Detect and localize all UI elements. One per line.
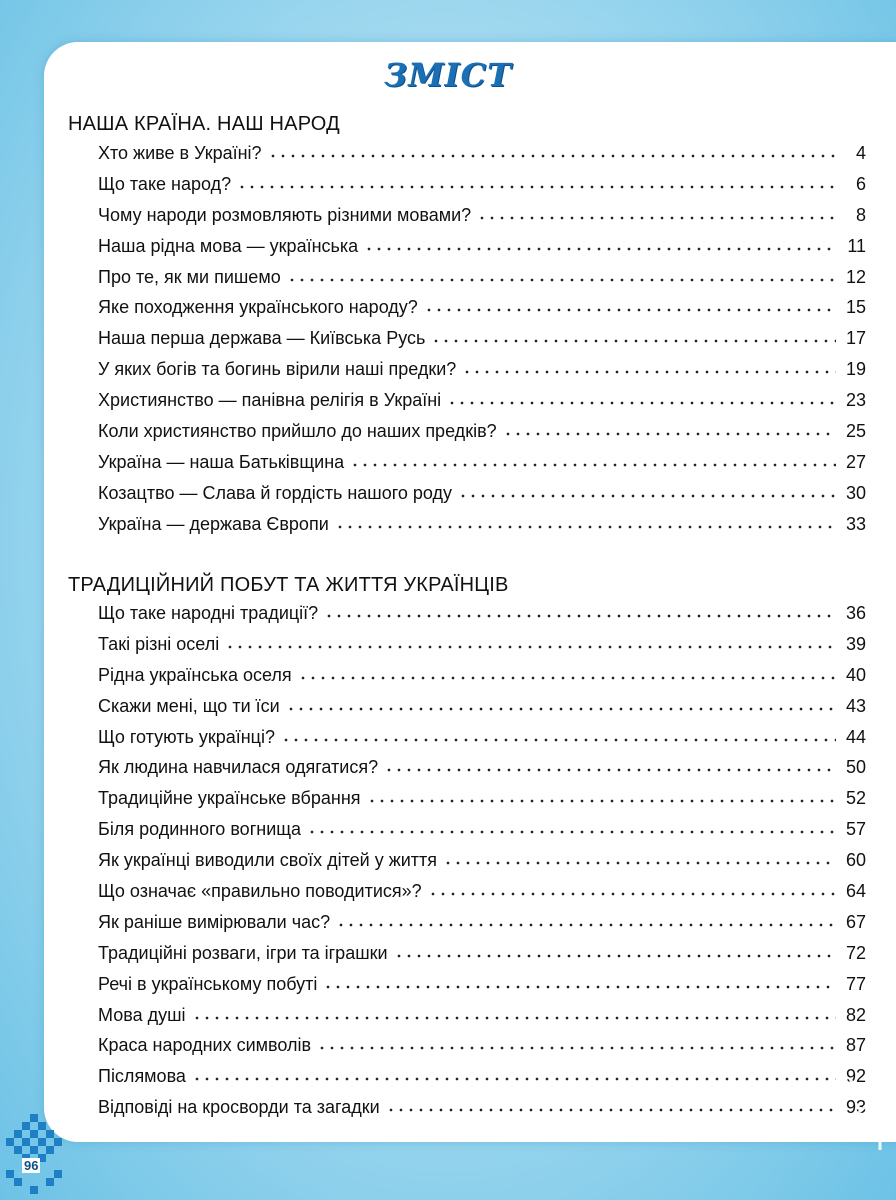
dot-leader bbox=[394, 947, 836, 959]
toc-entry-page: 6 bbox=[855, 173, 866, 194]
toc-entry-page: 30 bbox=[845, 482, 866, 503]
toc-entry bbox=[98, 359, 866, 390]
toc-entry bbox=[98, 850, 866, 881]
toc-entry-page: 40 bbox=[845, 664, 866, 685]
toc-entry-page: 82 bbox=[845, 1004, 866, 1025]
toc-entry-title: Що таке народні традиції? bbox=[98, 603, 319, 623]
toc-entry bbox=[98, 452, 866, 483]
toc-entry-page: 60 bbox=[845, 850, 866, 871]
dot-leader bbox=[443, 854, 836, 866]
toc-entry-title: Біля родинного вогнища bbox=[98, 819, 302, 840]
section-heading-2: ТРАДИЦІЙНИЙ ПОБУТ ТА ЖИТТЯ УКРАЇНЦІВ bbox=[68, 574, 509, 596]
dot-leader bbox=[323, 978, 836, 990]
dot-leader bbox=[335, 518, 836, 530]
toc-entry-page: 27 bbox=[845, 451, 866, 472]
dot-leader bbox=[268, 147, 836, 159]
toc-entry-title: Традиційні розваги, ігри та іграшки bbox=[98, 942, 388, 963]
toc-entry-title: Що означає «правильно поводитися»? bbox=[98, 881, 422, 902]
toc-entry-title: Такі різні оселі bbox=[98, 633, 220, 654]
toc-list-2 bbox=[98, 603, 866, 1128]
toc-entry bbox=[98, 634, 866, 665]
toc-entry-page: 12 bbox=[845, 266, 866, 287]
toc-entry-title: Мова душі bbox=[98, 1004, 186, 1025]
toc-entry-page: 4 bbox=[855, 143, 866, 163]
dot-leader bbox=[477, 209, 836, 221]
toc-entry-title: Скажи мені, що ти їси bbox=[98, 695, 280, 716]
toc-entry-title: Україна — наша Батьківщина bbox=[98, 451, 345, 472]
toc-entry-page: 19 bbox=[845, 359, 866, 380]
toc-entry-page: 33 bbox=[845, 513, 866, 534]
toc-entry bbox=[98, 696, 866, 727]
dot-leader bbox=[458, 487, 836, 499]
toc-entry bbox=[98, 727, 866, 758]
toc-entry-title: Як українці виводили своїх дітей у життя bbox=[98, 850, 438, 871]
dot-leader bbox=[225, 638, 836, 650]
toc-entry-title: Традиційне українське вбрання bbox=[98, 788, 361, 809]
toc-entry bbox=[98, 236, 866, 267]
toc-entry-title: Християнство — панівна релігія в Україні bbox=[98, 390, 442, 411]
snowflake-decoration-icon bbox=[840, 1040, 896, 1160]
dot-leader bbox=[428, 885, 836, 897]
toc-entry-title: Рідна українська оселя bbox=[98, 664, 292, 685]
dot-leader bbox=[424, 301, 836, 313]
toc-entry bbox=[98, 390, 866, 421]
dot-leader bbox=[287, 271, 836, 283]
toc-entry bbox=[98, 757, 866, 788]
toc-entry-title: Як раніше вимірювали час? bbox=[98, 911, 331, 932]
toc-entry bbox=[98, 881, 866, 912]
toc-entry bbox=[98, 205, 866, 236]
toc-entry-title: Як людина навчилася одягатися? bbox=[98, 757, 379, 778]
toc-entry-title: Хто живе в Україні? bbox=[98, 143, 262, 163]
dot-leader bbox=[386, 1101, 836, 1113]
dot-leader bbox=[192, 1009, 836, 1021]
toc-entry-page: 93 bbox=[845, 1097, 866, 1118]
toc-entry-title: Відповіді на кросворди та загадки bbox=[98, 1097, 380, 1118]
toc-entry bbox=[98, 1066, 866, 1097]
section-heading-1: НАША КРАЇНА. НАШ НАРОД bbox=[68, 113, 340, 135]
toc-entry bbox=[98, 328, 866, 359]
toc-entry bbox=[98, 943, 866, 974]
toc-entry bbox=[98, 267, 866, 298]
dot-leader bbox=[336, 916, 836, 928]
toc-entry-page: 92 bbox=[845, 1066, 866, 1087]
dot-leader bbox=[317, 1039, 836, 1051]
toc-entry bbox=[98, 143, 866, 174]
toc-entry bbox=[98, 1097, 866, 1128]
toc-entry bbox=[98, 174, 866, 205]
toc-entry-title: Наша перша держава — Київська Русь bbox=[98, 328, 426, 349]
page-number: 96 bbox=[24, 1158, 39, 1173]
embroidery-ornament-icon bbox=[0, 1108, 70, 1200]
toc-entry-title: Козацтво — Слава й гордість нашого роду bbox=[98, 482, 453, 503]
toc-entry-page: 15 bbox=[845, 297, 866, 318]
dot-leader bbox=[281, 731, 836, 743]
toc-entry-title: Коли християнство прийшло до наших предків? bbox=[98, 421, 497, 442]
toc-entry-title: Післямова bbox=[98, 1066, 186, 1087]
toc-entry bbox=[98, 483, 866, 514]
toc-entry-page: 23 bbox=[845, 390, 866, 411]
toc-entry-page: 39 bbox=[845, 633, 866, 654]
toc-entry bbox=[98, 819, 866, 850]
toc-entry-page: 44 bbox=[845, 726, 866, 747]
dot-leader bbox=[298, 669, 836, 681]
dot-leader bbox=[237, 178, 836, 190]
toc-entry bbox=[98, 421, 866, 452]
toc-entry bbox=[98, 665, 866, 696]
toc-entry bbox=[98, 1005, 866, 1036]
toc-entry-page: 25 bbox=[845, 421, 866, 442]
dot-leader bbox=[324, 607, 836, 619]
toc-entry-page: 72 bbox=[845, 942, 866, 963]
dot-leader bbox=[384, 761, 836, 773]
dot-leader bbox=[192, 1070, 836, 1082]
toc-entry-title: У яких богів та богинь вірили наші предки? bbox=[98, 359, 457, 380]
toc-entry-page: 67 bbox=[845, 911, 866, 932]
toc-entry-title: Речі в українському побуті bbox=[98, 973, 318, 994]
toc-entry-title: Чому народи розмовляють різними мовами? bbox=[98, 204, 472, 225]
toc-entry-page: 43 bbox=[845, 695, 866, 716]
toc-entry-page: 50 bbox=[845, 757, 866, 778]
dot-leader bbox=[286, 700, 836, 712]
toc-entry bbox=[98, 974, 866, 1005]
toc-entry-page: 8 bbox=[855, 204, 866, 225]
dot-leader bbox=[364, 240, 836, 252]
dot-leader bbox=[350, 456, 836, 468]
toc-entry bbox=[98, 912, 866, 943]
dot-leader bbox=[307, 823, 836, 835]
toc-entry bbox=[98, 603, 866, 634]
toc-list-1 bbox=[98, 143, 866, 545]
toc-entry bbox=[98, 788, 866, 819]
toc-entry bbox=[98, 297, 866, 328]
dot-leader bbox=[503, 425, 836, 437]
toc-entry-title: Що таке народ? bbox=[98, 173, 232, 194]
toc-entry-title: Про те, як ми пишемо bbox=[98, 266, 281, 287]
dot-leader bbox=[431, 332, 836, 344]
dot-leader bbox=[367, 792, 836, 804]
toc-entry-title: Що готують українці? bbox=[98, 726, 276, 747]
dot-leader bbox=[447, 394, 836, 406]
dot-leader bbox=[462, 363, 836, 375]
toc-entry-page: 17 bbox=[845, 328, 866, 349]
toc-entry-title: Наша рідна мова — українська bbox=[98, 235, 359, 256]
toc-entry-page: 36 bbox=[845, 603, 866, 623]
toc-entry bbox=[98, 514, 866, 545]
toc-entry-page: 52 bbox=[845, 788, 866, 809]
page-title: ЗМІСТ bbox=[384, 56, 512, 94]
toc-entry-page: 11 bbox=[847, 235, 866, 256]
toc-entry-page: 77 bbox=[845, 973, 866, 994]
toc-entry bbox=[98, 1035, 866, 1066]
toc-entry-title: Яке походження українського народу? bbox=[98, 297, 418, 318]
toc-entry-title: Україна — держава Європи bbox=[98, 513, 329, 534]
toc-entry-page: 57 bbox=[845, 819, 866, 840]
toc-entry-page: 87 bbox=[845, 1035, 866, 1056]
toc-entry-page: 64 bbox=[845, 881, 866, 902]
toc-entry-title: Краса народних символів bbox=[98, 1035, 312, 1056]
